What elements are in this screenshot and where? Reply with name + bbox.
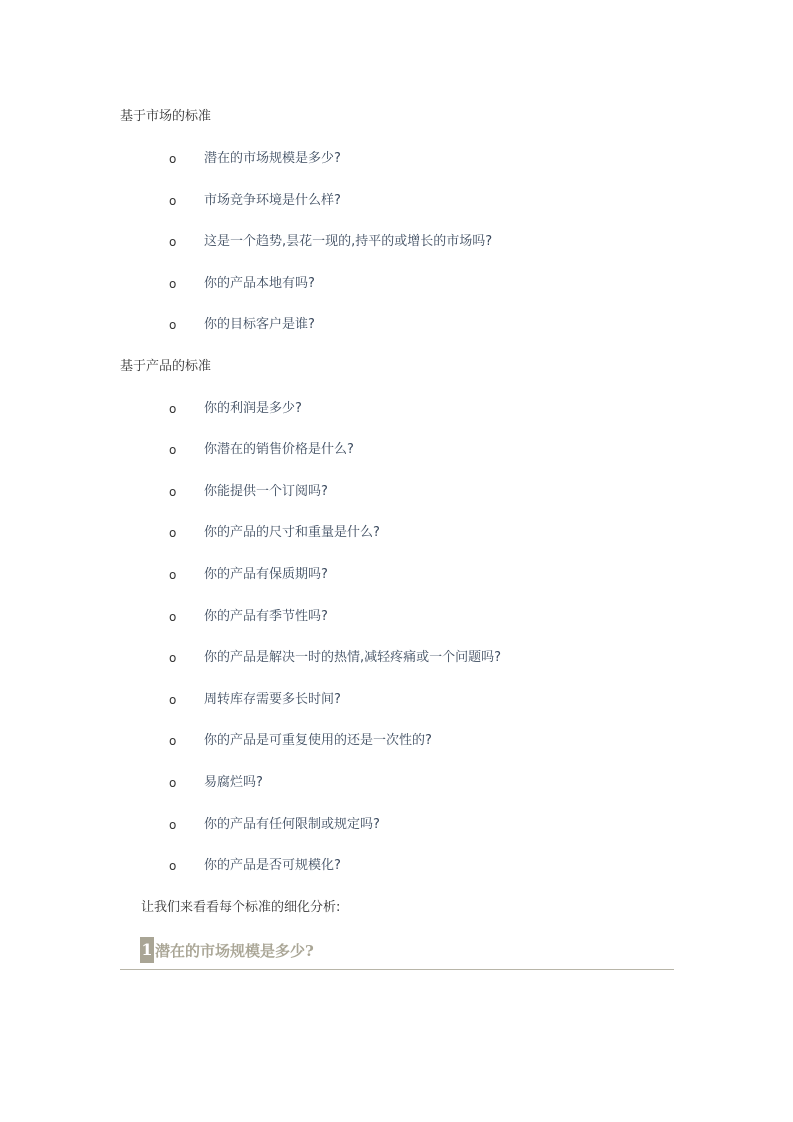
bullet-marker: o bbox=[169, 693, 177, 707]
list-item-text: 你潜在的销售价格是什么? bbox=[204, 442, 354, 457]
list-item-text: 你的产品是解决一时的热情,减轻疼痛或一个问题吗? bbox=[204, 650, 502, 665]
list-item-text: 潜在的市场规模是多少? bbox=[204, 151, 341, 166]
bullet-marker: o bbox=[169, 734, 177, 748]
list-item-text: 你能提供一个订阅吗? bbox=[204, 484, 328, 499]
list-item-text: 你的产品有季节性吗? bbox=[204, 609, 328, 624]
horizontal-rule bbox=[120, 969, 674, 970]
bullet-marker: o bbox=[169, 568, 177, 582]
bullet-marker: o bbox=[169, 235, 177, 249]
bullet-marker: o bbox=[169, 485, 177, 499]
list-item-text: 这是一个趋势,昙花一现的,持平的或增长的市场吗? bbox=[204, 234, 493, 249]
bullet-marker: o bbox=[169, 152, 177, 166]
bullet-marker: o bbox=[169, 610, 177, 624]
list-item-text: 你的产品有任何限制或规定吗? bbox=[204, 817, 380, 832]
section-heading-product: 基于产品的标准 bbox=[120, 359, 212, 374]
bullet-marker: o bbox=[169, 526, 177, 540]
list-item-text: 你的目标客户是谁? bbox=[204, 317, 315, 332]
list-item-text: 你的利润是多少? bbox=[204, 401, 302, 416]
bullet-marker: o bbox=[169, 818, 177, 832]
analysis-intro: 让我们来看看每个标准的细化分析: bbox=[141, 900, 341, 915]
list-item-text: 你的产品的尺寸和重量是什么? bbox=[204, 525, 380, 540]
list-item-text: 周转库存需要多长时间? bbox=[204, 692, 341, 707]
subheading bbox=[140, 937, 314, 963]
list-item-text: 你的产品有保质期吗? bbox=[204, 567, 328, 582]
section-number-badge: 1 bbox=[140, 937, 154, 963]
list-item-text: 你的产品本地有吗? bbox=[204, 276, 315, 291]
list-item-text: 你的产品是否可规模化? bbox=[204, 858, 341, 873]
list-item-text: 易腐烂吗? bbox=[204, 775, 263, 790]
bullet-marker: o bbox=[169, 651, 177, 665]
list-item-text: 你的产品是可重复使用的还是一次性的? bbox=[204, 733, 432, 748]
bullet-marker: o bbox=[169, 402, 177, 416]
bullet-marker: o bbox=[169, 776, 177, 790]
bullet-marker: o bbox=[169, 318, 177, 332]
subheading-title: 潜在的市场规模是多少? bbox=[155, 941, 314, 960]
list-item-text: 市场竞争环境是什么样? bbox=[204, 193, 341, 208]
bullet-marker: o bbox=[169, 277, 177, 291]
bullet-marker: o bbox=[169, 443, 177, 457]
bullet-marker: o bbox=[169, 859, 177, 873]
section-heading-market: 基于市场的标准 bbox=[120, 109, 212, 124]
bullet-marker: o bbox=[169, 194, 177, 208]
